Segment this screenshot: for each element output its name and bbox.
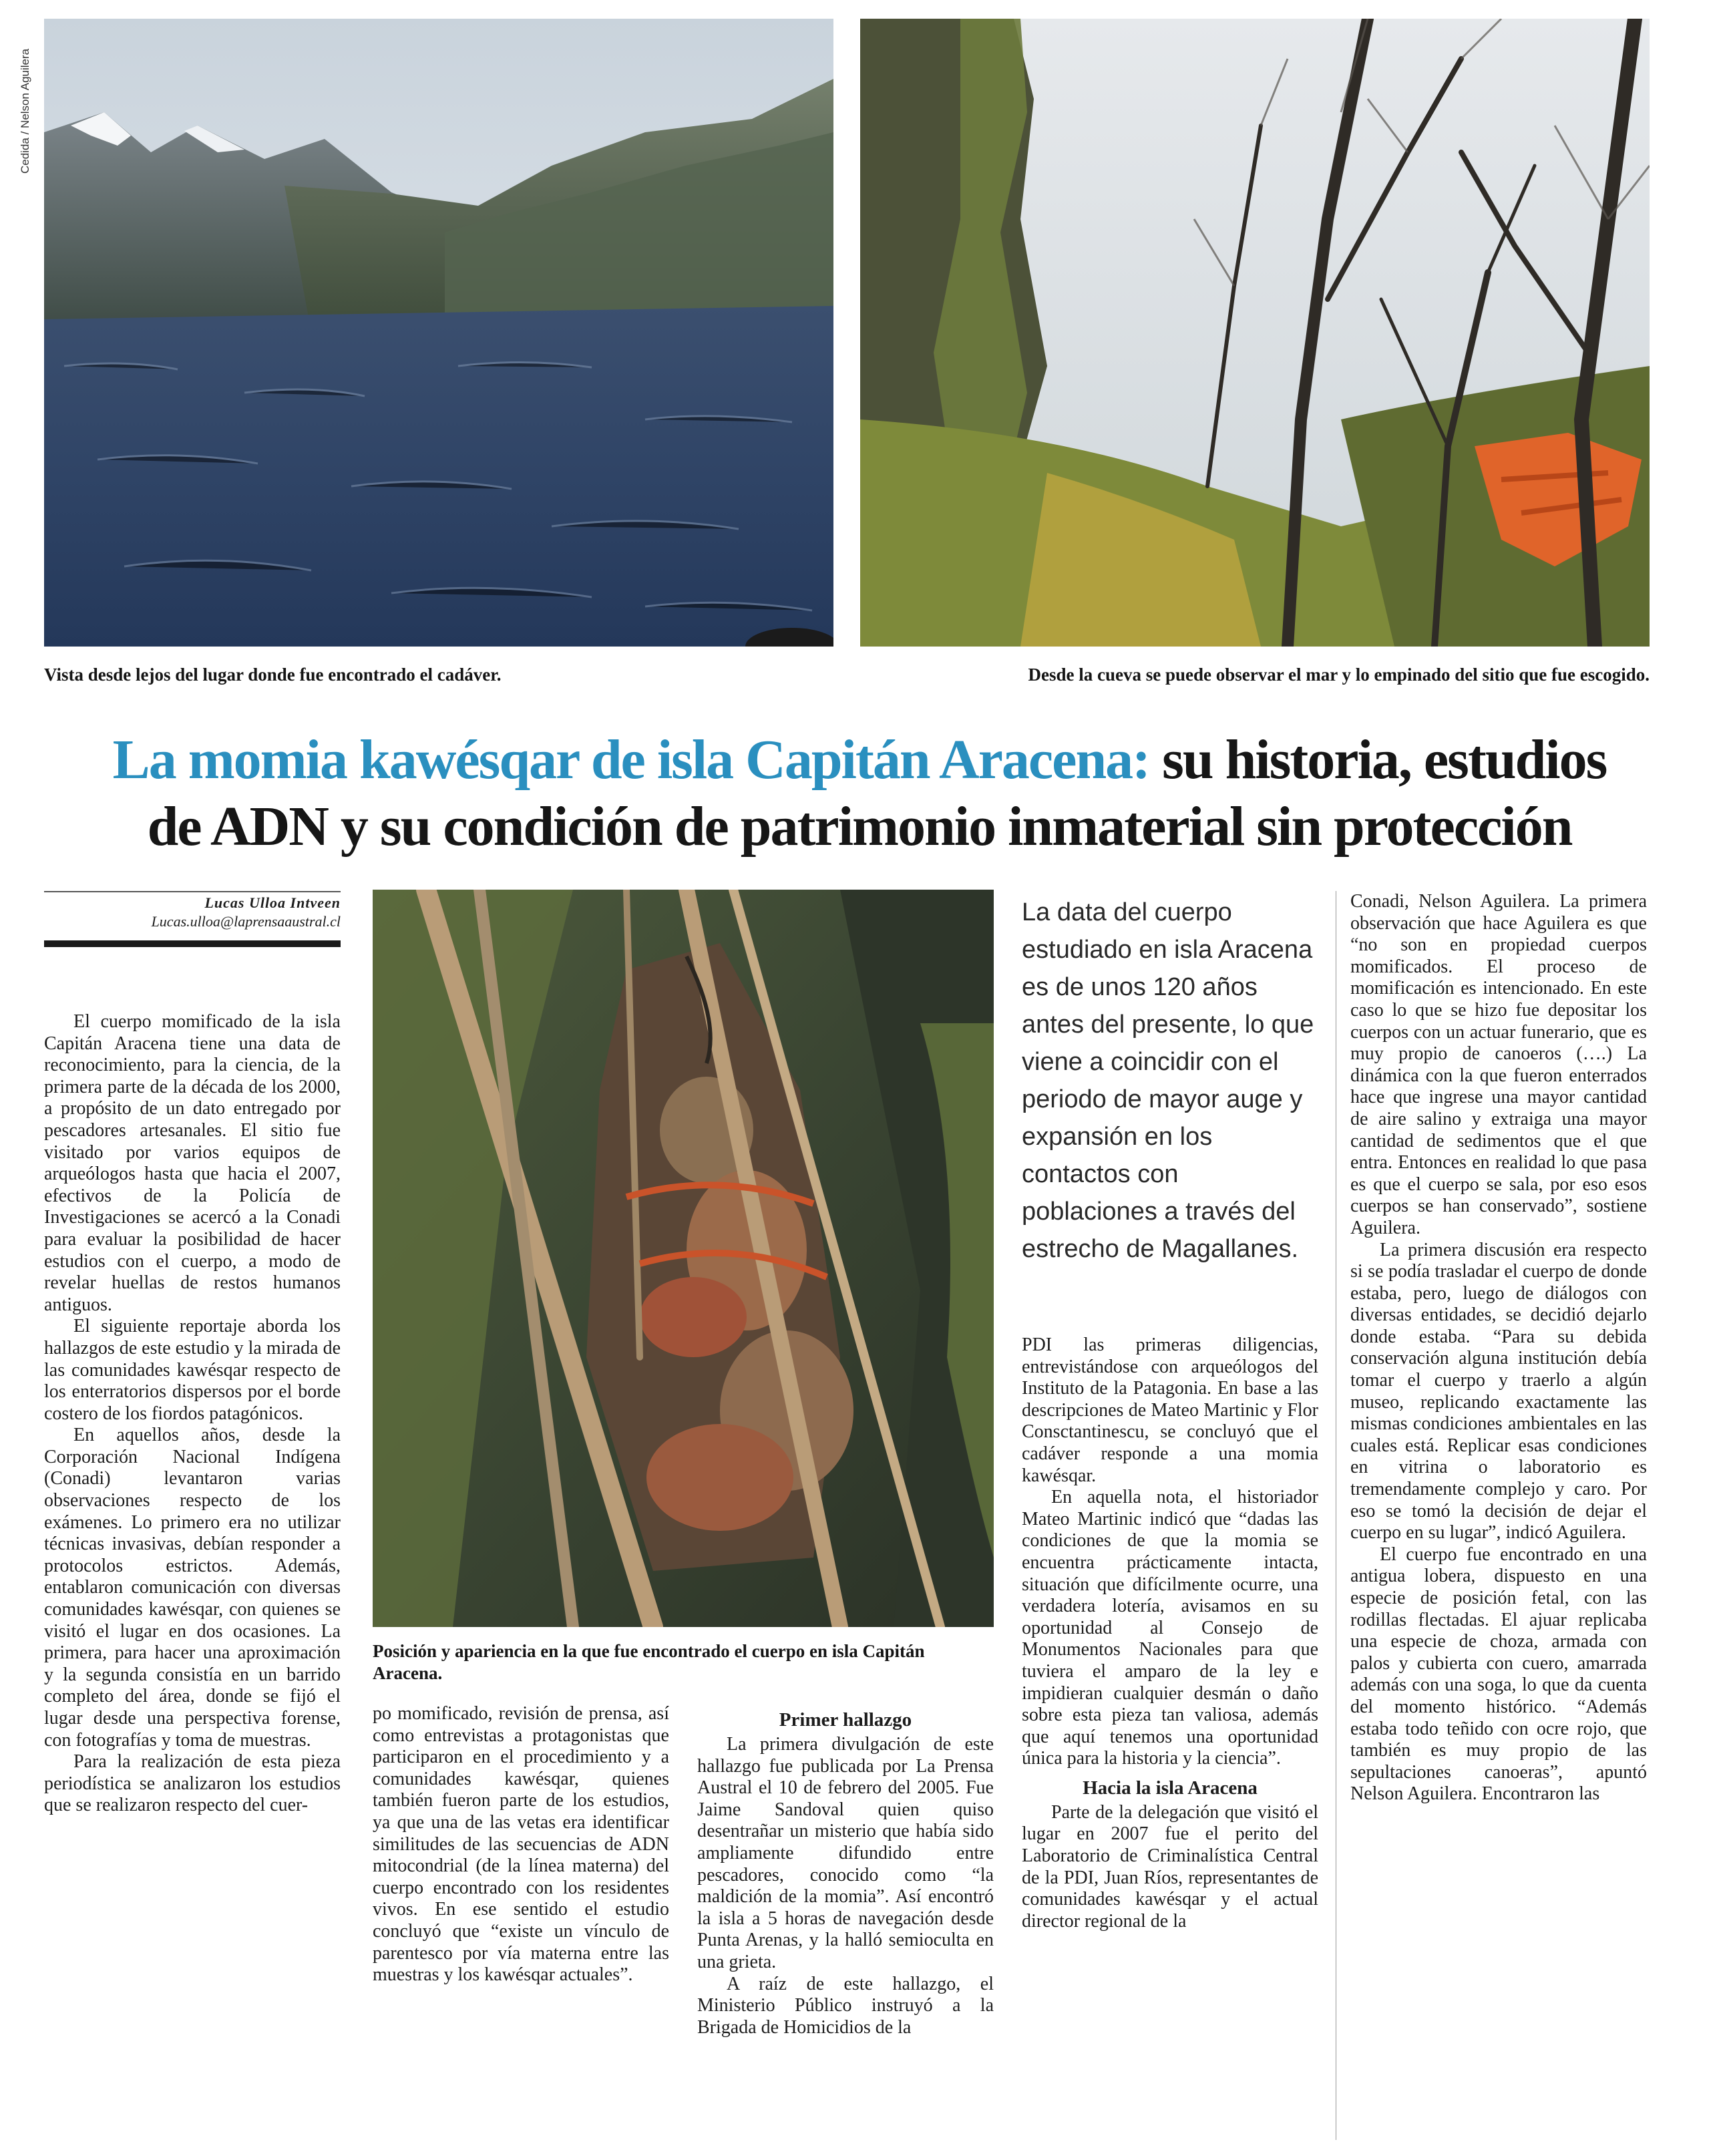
byline (44, 894, 341, 931)
article-column-4 (1022, 1334, 1318, 1932)
section-heading-primer-hallazgo: Primer hallazgo (779, 1709, 912, 1731)
headline-line-2: de ADN y su condición de patrimonio inmaterial sin protección (147, 795, 1572, 858)
paragraph: Parte de la delegación que visitó el lugar en 2007 fue el perito del Laboratorio de Criminalística Central de la PDI, Juan Ríos, representantes de comunidades kawésqar y el actual director regional de la (1022, 1801, 1318, 1932)
byline-rule (44, 940, 341, 947)
paragraph: Para la realización de esta pieza periodística se analizaron los estudios que se realizaron respecto del cuer- (44, 1751, 341, 1816)
headline-line-1-rest: su historia, estudios (1149, 729, 1607, 791)
byline-top-rule (44, 891, 341, 892)
paragraph: La primera divulgación de este hallazgo fue publicada por La Prensa Austral el 10 de febrero del 2005. Fue Jaime Sandoval quien quiso desentrañar un misterio que había sido ampliamente difundido entre pescadores, conocido como “la maldición de la momia”. Así encontró la isla a 5 horas de navegación desde Punta Arenas, y la halló semioculta en una grieta. (697, 1734, 994, 1972)
paragraph: PDI las primeras diligencias, entrevistándose con arqueólogos del Instituto de la Patagonia. En base a las descripciones de Mateo Martinic y Flor Consctantinescu, se concluyó que el cadáver responde a una momia kawésqar. (1022, 1334, 1318, 1486)
paragraph: El cuerpo fue encontrado en una antigua lobera, dispuesto en una especie de posición fetal, con las rodillas flectadas. El ajuar replicaba una especie de choza, armada con palos y cubierta con cuero, amarrada además con una soga, lo que da cuenta del momento histórico. “Además estaba todo teñido con ocre rojo, que también es muy propio de las sepultaciones canoeras”, apuntó Nelson Aguilera. Encontraron las (1350, 1544, 1647, 1805)
paragraph: El siguiente reportaje aborda los hallazgos de este estudio y la mirada de las comunidades kawésqar respecto de los enterratorios dispersos por el borde costero de los fiordos patagónicos. (44, 1316, 341, 1424)
fjord-photo-image (44, 19, 833, 647)
cave-view-photo-image (860, 19, 1650, 647)
mummy-photo (373, 890, 994, 1627)
byline-author: Lucas Ulloa Intveen (204, 894, 341, 911)
paragraph: El cuerpo momificado de la isla Capitán Aracena tiene una data de reconocimiento, para la ciencia, de la primera parte de la década de los 2000, a propósito de un dato entregado por pescadores artesanales. El sitio fue visitado por varios equipos de arqueólogos hasta que hacia el 2007, efectivos de la Policía de Investigaciones se acercó a la Conadi para evaluar la posibilidad de hacer estudios con el cuerpo, a modo de revelar huellas de restos humanos antiguos. (44, 1011, 341, 1315)
caption-mummy: Posición y apariencia en la que fue encontrado el cuerpo en isla Capitán Aracena. (373, 1641, 925, 1683)
fjord-photo (44, 19, 833, 647)
headline-line-1 (43, 727, 1676, 793)
cave-view-photo (860, 19, 1650, 647)
mummy-photo-image (373, 890, 994, 1627)
byline-email: Lucas.ulloa@laprensaaustral.cl (151, 913, 341, 930)
photo-credit: Cedida / Nelson Aguilera (19, 48, 31, 174)
paragraph: La primera discusión era respecto si se podía trasladar el cuerpo de donde estaba, pero, luego de diálogos con diversas entidades, se decidió dejarlo donde estaba. “Para su debida conservación alguna institución debía tomar el cuerpo y traerlo a algún museo, replicando exactamente las mismas condiciones ambientales en las cuales está. Replicar esas condiciones en vitrina o laboratorio es tremendamente complejo y caro. Por eso se tomó la decisión de dejar el cuerpo en su lugar”, indicó Aguilera. (1350, 1239, 1647, 1544)
article-column-3 (697, 1702, 994, 2038)
paragraph: Conadi, Nelson Aguilera. La primera observación que hace Aguilera es que “no son en propiedad cuerpos momificados. El proceso de momificación es intencionado. En este caso lo que se hizo fue depositar los cuerpos con un actuar funerario, que es muy propio de canoeros (….) La dinámica con la que fueron enterrados hace que ingrese una mayor cantidad de aire salino y extraiga una mayor cantidad de sedimentos que el que entra. Entonces en realidad lo que pasa es que el cuerpo se sala, por eso esos cuerpos se han conservado”, sostiene Aguilera. (1350, 891, 1647, 1238)
article-column-2 (373, 1703, 669, 1986)
caption-cave-view: Desde la cueva se puede observar el mar y lo empinado del sitio que fue escogido. (1028, 665, 1650, 685)
headline (43, 727, 1676, 860)
article-column-1 (44, 1011, 341, 1817)
headline-accent: La momia kawésqar de isla Capitán Aracena: (112, 729, 1150, 791)
caption-fjord: Vista desde lejos del lugar donde fue encontrado el cadáver. (44, 665, 502, 685)
paragraph: A raíz de este hallazgo, el Ministerio Público instruyó a la Brigada de Homicidios de la (697, 1973, 994, 2038)
pull-quote: La data del cuerpo estudiado en isla Aracena es de unos 120 años antes del presente, lo que viene a coincidir con el periodo de mayor auge y expansión en los contactos con poblaciones a través del estrecho de Magallanes. (1022, 898, 1314, 1263)
section-heading-hacia-la-isla: Hacia la isla Aracena (1083, 1777, 1258, 1799)
article-column-5 (1350, 891, 1647, 1805)
paragraph: En aquella nota, el historiador Mateo Martinic indicó que “dadas las condiciones de que la momia se encuentra prácticamente intacta, situación que difícilmente ocurre, una verdadera lotería, avisamos en su oportunidad al Consejo de Monumentos Nacionales para que tuviera el amparo de la ley e impidieran cualquier desmán o daño sobre esta pieza tan valiosa, además que aquí tenemos una oportunidad única para la historia y la ciencia”. (1022, 1487, 1318, 1769)
paragraph: po momificado, revisión de prensa, así como entrevistas a protagonistas que participaron en el procedimiento y a comunidades kawésqar, quienes también fueron parte de los estudios, ya que una de las vetas era identificar similitudes de las secuencias de ADN mitocondrial (de la línea materna) del cuerpo encontrado con los residentes vivos. En ese sentido el estudio concluyó que “existe un vínculo de parentesco por vía materna entre las muestras y los kawésqar actuales”. (373, 1703, 669, 1986)
paragraph: En aquellos años, desde la Corporación Nacional Indígena (Conadi) levantaron varias observaciones respecto de los exámenes. Lo primero era no utilizar técnicas invasivas, debían responder a protocolos estrictos. Además, entablaron comunicación con diversas comunidades kawésqar, con quienes se visitó el lugar en dos ocasiones. La primera, para hacer una aproximación y la segunda consistía en un barrido completo del área, donde se fijó el lugar desde una perspectiva forense, con fotografías y toma de muestras. (44, 1425, 341, 1751)
